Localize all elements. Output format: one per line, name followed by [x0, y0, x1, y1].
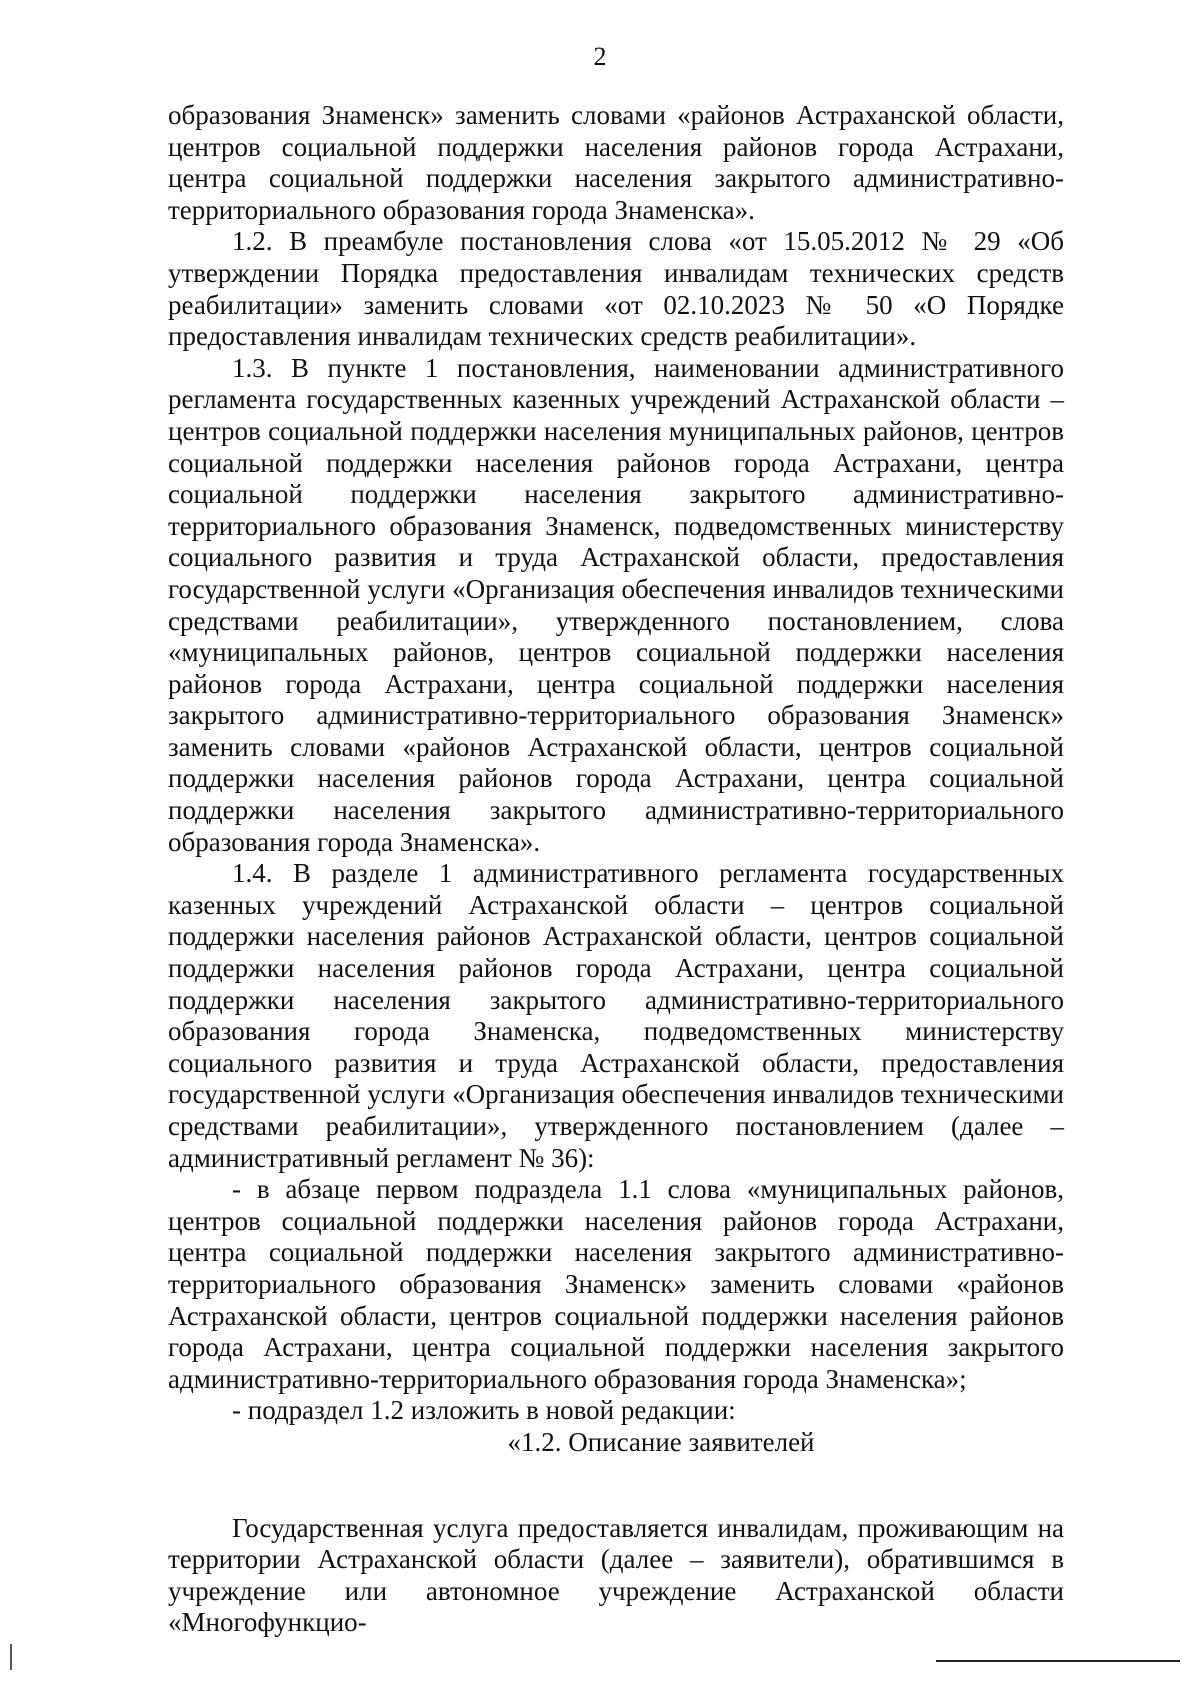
document-body — [168, 100, 1064, 1639]
paragraph-applicants-description: Государственная услуга предоставляется инвалидам, проживающим на территории Астраханской области (далее – заявители), обратившимся в учреждение или автономное учреждение Астраханской области «Многофункцио- — [168, 1512, 1064, 1638]
paragraph-subsection-1-1-change: - в абзаце первом подраздела 1.1 слова «муниципальных районов, центров социальной поддержки населения районов города Астрахани, центра социальной поддержки населения закрытого административно-территориального образования Знаменск» заменить словами «районов Астраханской области, центров социальной поддержки населения районов города Астрахани, центра социальной поддержки населения закрытого административно-территориального образования города Знаменска»; — [168, 1174, 1064, 1394]
scan-edge-mark — [10, 1644, 12, 1670]
page-number: 2 — [593, 42, 607, 71]
paragraph-subsection-1-2-change: - подраздел 1.2 изложить в новой редакции: — [232, 1395, 736, 1426]
footnote-rule — [936, 1660, 1180, 1662]
paragraph-1-4: 1.4. В разделе 1 административного регламента государственных казенных учреждений Астраханской области – центров социальной поддержки населения районов Астраханской области, центров социальной поддержки населения районов города Астрахани, центра социальной поддержки населения закрытого административно-территориального образования города Знаменска, подведомственных министерству социального развития и труда Астраханской области, предоставления государственной услуги «Организация обеспечения инвалидов техническими средствами реабилитации», утвержденного постановлением (далее – административный регламент № 36): — [168, 858, 1064, 1173]
paragraph-1-3: 1.3. В пункте 1 постановления, наименовании административного регламента государственных казенных учреждений Астраханской области – центров социальной поддержки населения муниципальных районов, центров социальной поддержки населения районов города Астрахани, центра социальной поддержки населения закрытого административно-территориального образования Знаменск, подведомственных министерству социального развития и труда Астраханской области, предоставления государственной услуги «Организация обеспечения инвалидов техническими средствами реабилитации», утвержденного постановлением, слова «муниципальных районов, центров социальной поддержки населения районов города Астрахани, центра социальной поддержки населения закрытого административно-территориального образования Знаменск» заменить словами «районов Астраханской области, центров социальной поддержки населения районов города Астрахани, центра социальной поддержки населения закрытого административно-территориального образования города Знаменска». — [168, 352, 1064, 857]
section-subheading: «1.2. Описание заявителей — [507, 1426, 815, 1457]
paragraph-1-2: 1.2. В преамбуле постановления слова «от 15.05.2012 № 29 «Об утверждении Порядка предоставления инвалидам технических средств реабилитации» заменить словами «от 02.10.2023 № 50 «О Порядке предоставления инвалидам технических средств реабилитации». — [168, 226, 1064, 352]
paragraph-spacer — [168, 1459, 1064, 1513]
paragraph-continuation: образования Знаменск» заменить словами «районов Астраханской области, центров социальной поддержки населения районов города Астрахани, центра социальной поддержки населения закрытого административно-территориального образования города Знаменска». — [168, 100, 1064, 225]
